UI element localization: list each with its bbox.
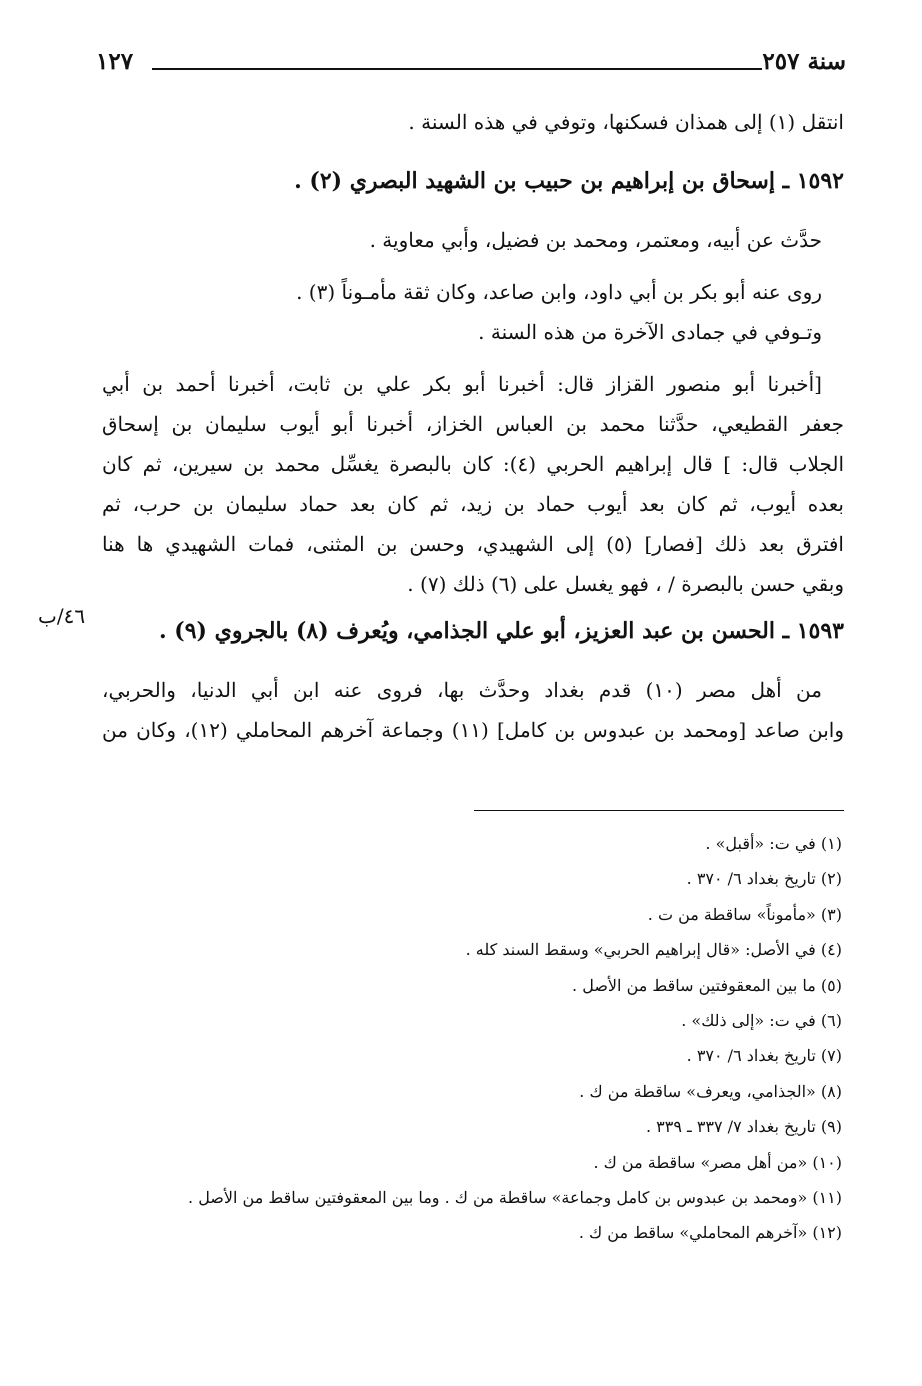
footnote: (١٢) «آخرهم المحاملي» ساقط من ك .: [578, 1223, 842, 1243]
header-rule: [152, 68, 762, 70]
page-number: ١٢٧: [96, 48, 134, 75]
text-line: بعده أيوب، ثم كان بعد أيوب حماد بن زيد، ثم كان بعد حماد سليمان بن حرب، ثم: [102, 492, 844, 516]
manuscript-folio-note: ٤٦/ب: [38, 604, 86, 628]
entry-heading-1592: ١٥٩٢ ـ إسحاق بن إبراهيم بن حبيب بن الشهيد البصري (٢) .: [294, 168, 844, 194]
footnote: (٨) «الجذامي، ويعرف» ساقطة من ك .: [579, 1081, 842, 1101]
footnotes: [102, 826, 842, 1251]
text-line: وابن صاعد [ومحمد بن عبدوس بن كامل] (١١) وجماعة آخرهم المحاملي (١٢)، وكان من: [102, 718, 844, 742]
entry-heading-1593: ١٥٩٣ ـ الحسن بن عبد العزيز، أبو علي الجذامي، ويُعرف (٨) بالجروي (٩) .: [158, 618, 844, 644]
footnote: (٩) تاريخ بغداد ٧/ ٣٣٧ ـ ٣٣٩ .: [646, 1117, 842, 1137]
running-header: [96, 46, 846, 80]
text-line: [أخبرنا أبو منصور القزاز قال: أخبرنا أبو بكر علي بن ثابت، أخبرنا أحمد بن أبي: [102, 372, 822, 396]
text-line: وبقي حسن بالبصرة / ، فهو يغسل على (٦) ذلك (٧) .: [407, 572, 844, 596]
text-line: من أهل مصر (١٠) قدم بغداد وحدَّث بها، فروى عنه ابن أبي الدنيا، والحربي،: [102, 678, 822, 702]
main-text: [102, 102, 844, 750]
header-year-label: سنة ٢٥٧: [762, 48, 846, 75]
text-line: روى عنه أبو بكر بن أبي داود، وابن صاعد، وكان ثقة مأمـوناً (٣) .: [296, 280, 822, 304]
text-line: افترق بعد ذلك [فصار] (٥) إلى الشهيدي، وحسن بن المثنى، فمات الشهيدي ها هنا: [102, 532, 844, 556]
text-line: انتقل (١) إلى همذان فسكنها، وتوفي في هذه السنة .: [408, 110, 844, 134]
footnote: (٤) في الأصل: «قال إبراهيم الحربي» وسقط السند كله .: [465, 940, 842, 960]
footnote: (١١) «ومحمد بن عبدوس بن كامل وجماعة» ساقطة من ك . وما بين المعقوفتين ساقط من الأصل .: [188, 1187, 842, 1207]
text-line: وتـوفي في جمادى الآخرة من هذه السنة .: [478, 320, 822, 344]
footnote: (٣) «مأموناً» ساقطة من ت .: [647, 904, 842, 924]
text-line: الجلاب قال: ] قال إبراهيم الحربي (٤): كان بالبصرة يغسِّل محمد بن سيرين، ثم كان: [102, 452, 845, 476]
text-line: جعفر القطيعي، حدَّثنا محمد بن العباس الخزاز، أخبرنا أبو أيوب سليمان بن إسحاق: [102, 412, 844, 436]
footnote: (٢) تاريخ بغداد ٦/ ٣٧٠ .: [686, 869, 842, 889]
footnote-separator: [474, 810, 844, 811]
footnote: (٧) تاريخ بغداد ٦/ ٣٧٠ .: [686, 1046, 842, 1066]
footnote: (١٠) «من أهل مصر» ساقطة من ك .: [593, 1152, 842, 1172]
footnote: (٥) ما بين المعقوفتين ساقط من الأصل .: [572, 975, 842, 995]
footnote: (١) في ت: «أقبل» .: [705, 834, 842, 853]
text-line: حدَّث عن أبيه، ومعتمر، ومحمد بن فضيل، وأبي معاوية .: [369, 228, 822, 252]
footnote: (٦) في ت: «إلى ذلك» .: [681, 1010, 842, 1030]
